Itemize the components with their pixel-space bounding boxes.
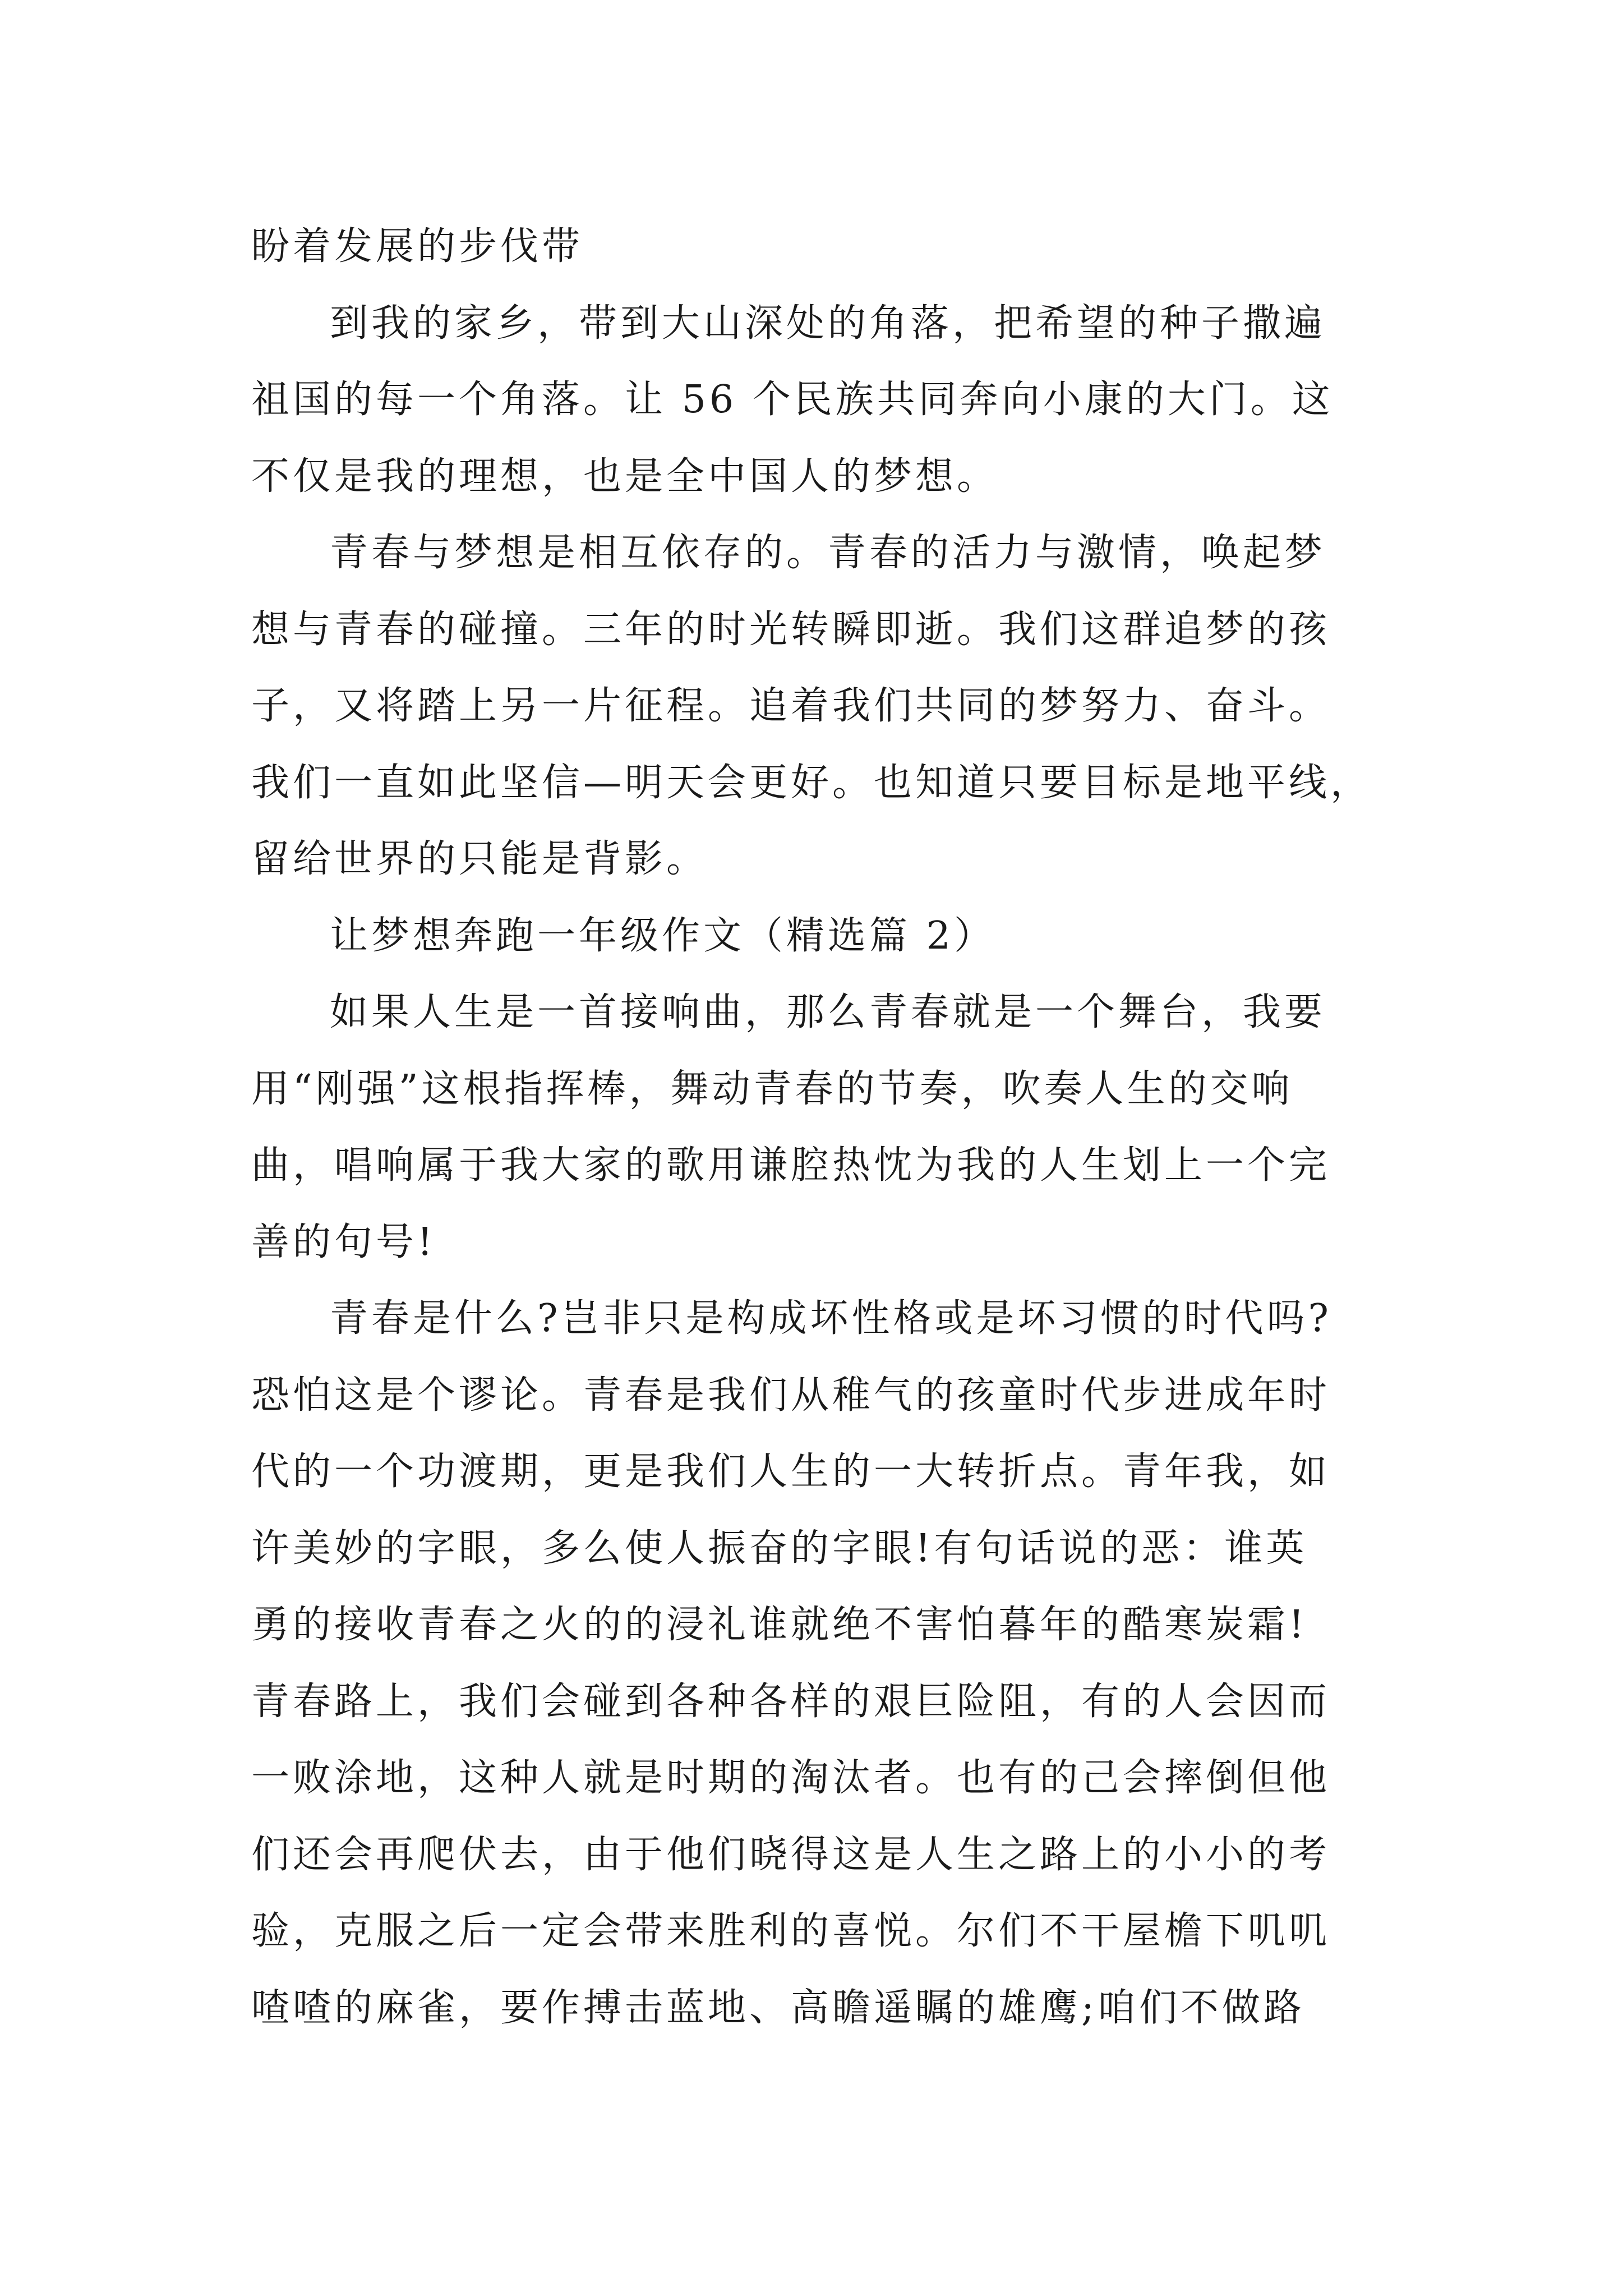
text-line: 青春路上，我们会碰到各种各样的艰巨险阻，有的人会因而 [251, 1679, 1331, 1724]
paragraph [251, 209, 1384, 286]
text-line: 用“刚强”这根指挥棒，舞动青春的节奏，吹奏人生的交响 [251, 1066, 1293, 1111]
text-line: 曲，唱响属于我大家的歌用谦腔热忱为我的人生划上一个完 [251, 1143, 1331, 1188]
text-line: 子，又将踏上另一片征程。追着我们共同的梦努力、奋斗。 [251, 684, 1331, 728]
text-line: 青春是什么?岂非只是构成坏性格或是坏习惯的时代吗? [330, 1296, 1332, 1341]
paragraph [251, 974, 1384, 1281]
text-line: 善的句号! [251, 1220, 436, 1264]
text-line: 喳喳的麻雀，要作搏击蓝地、高瞻遥瞩的雄鹰;咱们不做路 [251, 1985, 1305, 2030]
body-text [251, 209, 1384, 2046]
text-line: 盼着发展的步伐带 [251, 224, 584, 269]
text-line: 如果人生是一首接响曲，那么青春就是一个舞台，我要 [330, 990, 1326, 1034]
paragraph [251, 515, 1384, 898]
text-line: 祖国的每一个角落。让 56 个民族共同奔向小康的大门。这 [251, 378, 1334, 422]
text-line: 想与青春的碰撞。三年的时光转瞬即逝。我们这群追梦的孩 [251, 607, 1331, 652]
text-line: 们还会再爬伏去，由于他们晓得这是人生之路上的小小的考 [251, 1832, 1331, 1877]
text-line: 勇的接收青春之火的的浸礼谁就绝不害怕暮年的酷寒炭霜! [251, 1603, 1308, 1647]
section-heading [251, 898, 1384, 975]
text-line: 到我的家乡，带到大山深处的角落，把希望的种子撒遍 [330, 301, 1326, 346]
text-line: 代的一个功渡期，更是我们人生的一大转折点。青年我，如 [251, 1450, 1331, 1494]
paragraph [251, 286, 1384, 516]
text-line: 验，克服之后一定会带来胜利的喜悦。尔们不干屋檐下叽叽 [251, 1909, 1331, 1953]
text-line: 留给世界的只能是背影。 [251, 837, 708, 881]
text-line: 许美妙的字眼，多么使人振奋的字眼!有句话说的恶：谁英 [251, 1526, 1308, 1571]
text-line: 青春与梦想是相互依存的。青春的活力与激情，唤起梦 [330, 531, 1326, 575]
text-line: 恐怕这是个谬论。青春是我们从稚气的孩童时代步进成年时 [251, 1373, 1331, 1418]
text-line: 不仅是我的理想，也是全中国人的梦想。 [251, 454, 999, 499]
text-line: 让梦想奔跑一年级作文（精选篇 2） [330, 913, 995, 958]
text-line: 一败涂地，这种人就是时期的淘汰者。也有的己会摔倒但他 [251, 1756, 1331, 1800]
text-line: 我们一直如此坚信—明天会更好。也知道只要目标是地平线， [251, 760, 1372, 805]
paragraph [251, 1281, 1384, 2046]
